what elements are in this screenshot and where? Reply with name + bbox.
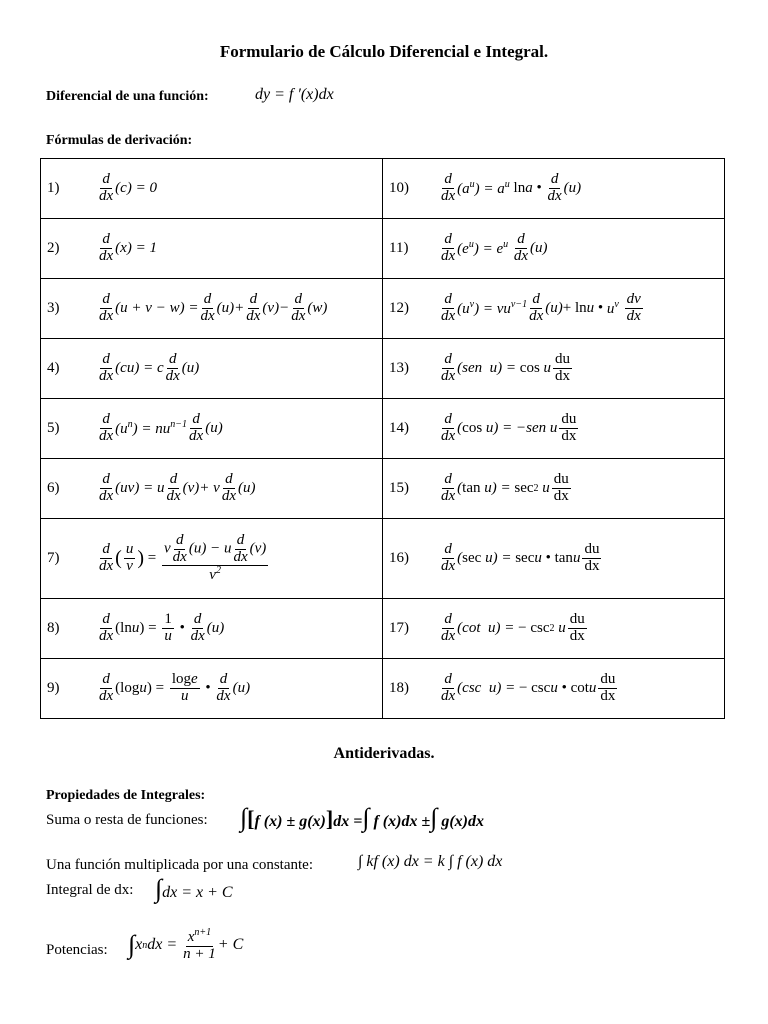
formula-3: d dx (u + v − w) = $\frac{d}{dx}$ (u)+ $\frac{d}{dx}$ (v)− $\frac{d}{dx}$ (w) — [99, 291, 328, 324]
formula-number: 4) — [47, 360, 60, 376]
formula-cell-17 — [383, 599, 725, 659]
constant-rule-formula: ∫ kf (x) dx = k ∫ f (x) dx — [358, 853, 503, 870]
page-title: Formulario de Cálculo Diferencial e Integral. — [219, 42, 549, 61]
formula-number: 15) — [389, 480, 409, 496]
formula-number: 17) — [389, 620, 409, 636]
formula-cell-7 — [41, 519, 383, 599]
formula-cell-11 — [383, 219, 725, 279]
formula-number: 12) — [389, 300, 409, 316]
antiderivatives-heading: Antiderivadas. — [333, 745, 435, 762]
formula-8: d dx (ln u ) = 1 u • d dx (u) — [99, 611, 225, 644]
formula-number: 7) — [47, 550, 60, 566]
formula-14: d dx ( cos u) = −sen u du dx — [441, 411, 577, 444]
formula-number: 14) — [389, 420, 409, 436]
formula-5: d dx $(u^n) = nu^{n-1}$ d dx (u) — [99, 411, 223, 444]
formula-18: d dx (csc u) = − csc u • cot u du dx — [441, 671, 616, 704]
formula-10: d dx $(a^u) = a^u$ ln a • d dx (u) — [441, 171, 582, 204]
formula-cell-9 — [41, 659, 383, 719]
formula-number: 8) — [47, 620, 60, 636]
formula-cell-14 — [383, 399, 725, 459]
integral-properties-heading: Propiedades de Integrales: — [46, 788, 206, 803]
formula-cell-15 — [383, 459, 725, 519]
formula-number: 5) — [47, 420, 60, 436]
formula-cell-2 — [41, 219, 383, 279]
formula-number: 2) — [47, 240, 60, 256]
formula-1: d dx (c) = 0 — [99, 171, 157, 204]
formula-2: d dx (x) = 1 — [99, 231, 157, 264]
differential-label: Diferencial de una función: — [46, 89, 209, 104]
sum-rule-formula: ∫[f (x) ± g(x)]dx =∫ f (x)dx ±∫ g(x)dx — [240, 803, 484, 832]
formula-number: 6) — [47, 480, 60, 496]
formula-number: 9) — [47, 680, 60, 696]
formula-cell-5 — [41, 399, 383, 459]
formula-15: d dx ( tan u) = sec 2 u du dx — [441, 471, 569, 504]
formula-cell-8 — [41, 599, 383, 659]
sum-rule-label: Suma o resta de funciones: — [46, 812, 208, 828]
derivation-heading: Fórmulas de derivación: — [46, 133, 193, 148]
formula-13: d dx (sen u) = cos u du dx — [441, 351, 571, 384]
formula-9: d dx (log u ) = loge u • d dx (u) — [99, 671, 251, 704]
formula-number: 13) — [389, 360, 409, 376]
formula-7: d dx ( u v ) = v $\frac{d}{dx}$ (u) − u $\frac{d}{dx}$ (v) $v^2$ — [99, 531, 267, 584]
formula-cell-4 — [41, 339, 383, 399]
formula-cell-3 — [41, 279, 383, 339]
formula-cell-12 — [383, 279, 725, 339]
dx-integral-formula: ∫dx = x + C — [155, 874, 233, 903]
power-rule-label: Potencias: — [46, 942, 108, 958]
power-rule-formula: ∫ x n dx = $x^{n+1}$ n + 1 + C — [128, 927, 244, 962]
formula-12: d dx $(u^v) = vu^{v-1}$ d dx (u) + ln u • $u^v$ dv dx — [441, 291, 641, 324]
formula-number: 18) — [389, 680, 409, 696]
constant-rule-label: Una función multiplicada por una constante: — [46, 857, 314, 873]
formula-number: 1) — [47, 180, 60, 196]
formula-4: d dx (cu) = c d dx (u) — [99, 351, 200, 384]
formula-11: d dx $(e^u) = e^u$ d dx (u) — [441, 231, 548, 264]
formula-6: d dx (uv) = u d dx (v)+ v d dx (u) — [99, 471, 256, 504]
dx-integral-label: Integral de dx: — [46, 882, 134, 898]
formula-cell-16 — [383, 519, 725, 599]
formula-cell-1 — [41, 159, 383, 219]
formula-17: d dx (cot u) = − csc 2 u du dx — [441, 611, 585, 644]
formula-16: d dx ( sec u) = sec u • tan u du dx — [441, 541, 600, 574]
formula-number: 16) — [389, 550, 409, 566]
formula-cell-6 — [41, 459, 383, 519]
differential-formula: dy = f ′(x)dx — [255, 86, 334, 103]
formula-number: 3) — [47, 300, 60, 316]
formula-cell-18 — [383, 659, 725, 719]
formula-number: 10) — [389, 180, 409, 196]
formula-cell-13 — [383, 339, 725, 399]
derivation-table — [40, 158, 725, 719]
formula-cell-10 — [383, 159, 725, 219]
formula-number: 11) — [389, 240, 409, 256]
